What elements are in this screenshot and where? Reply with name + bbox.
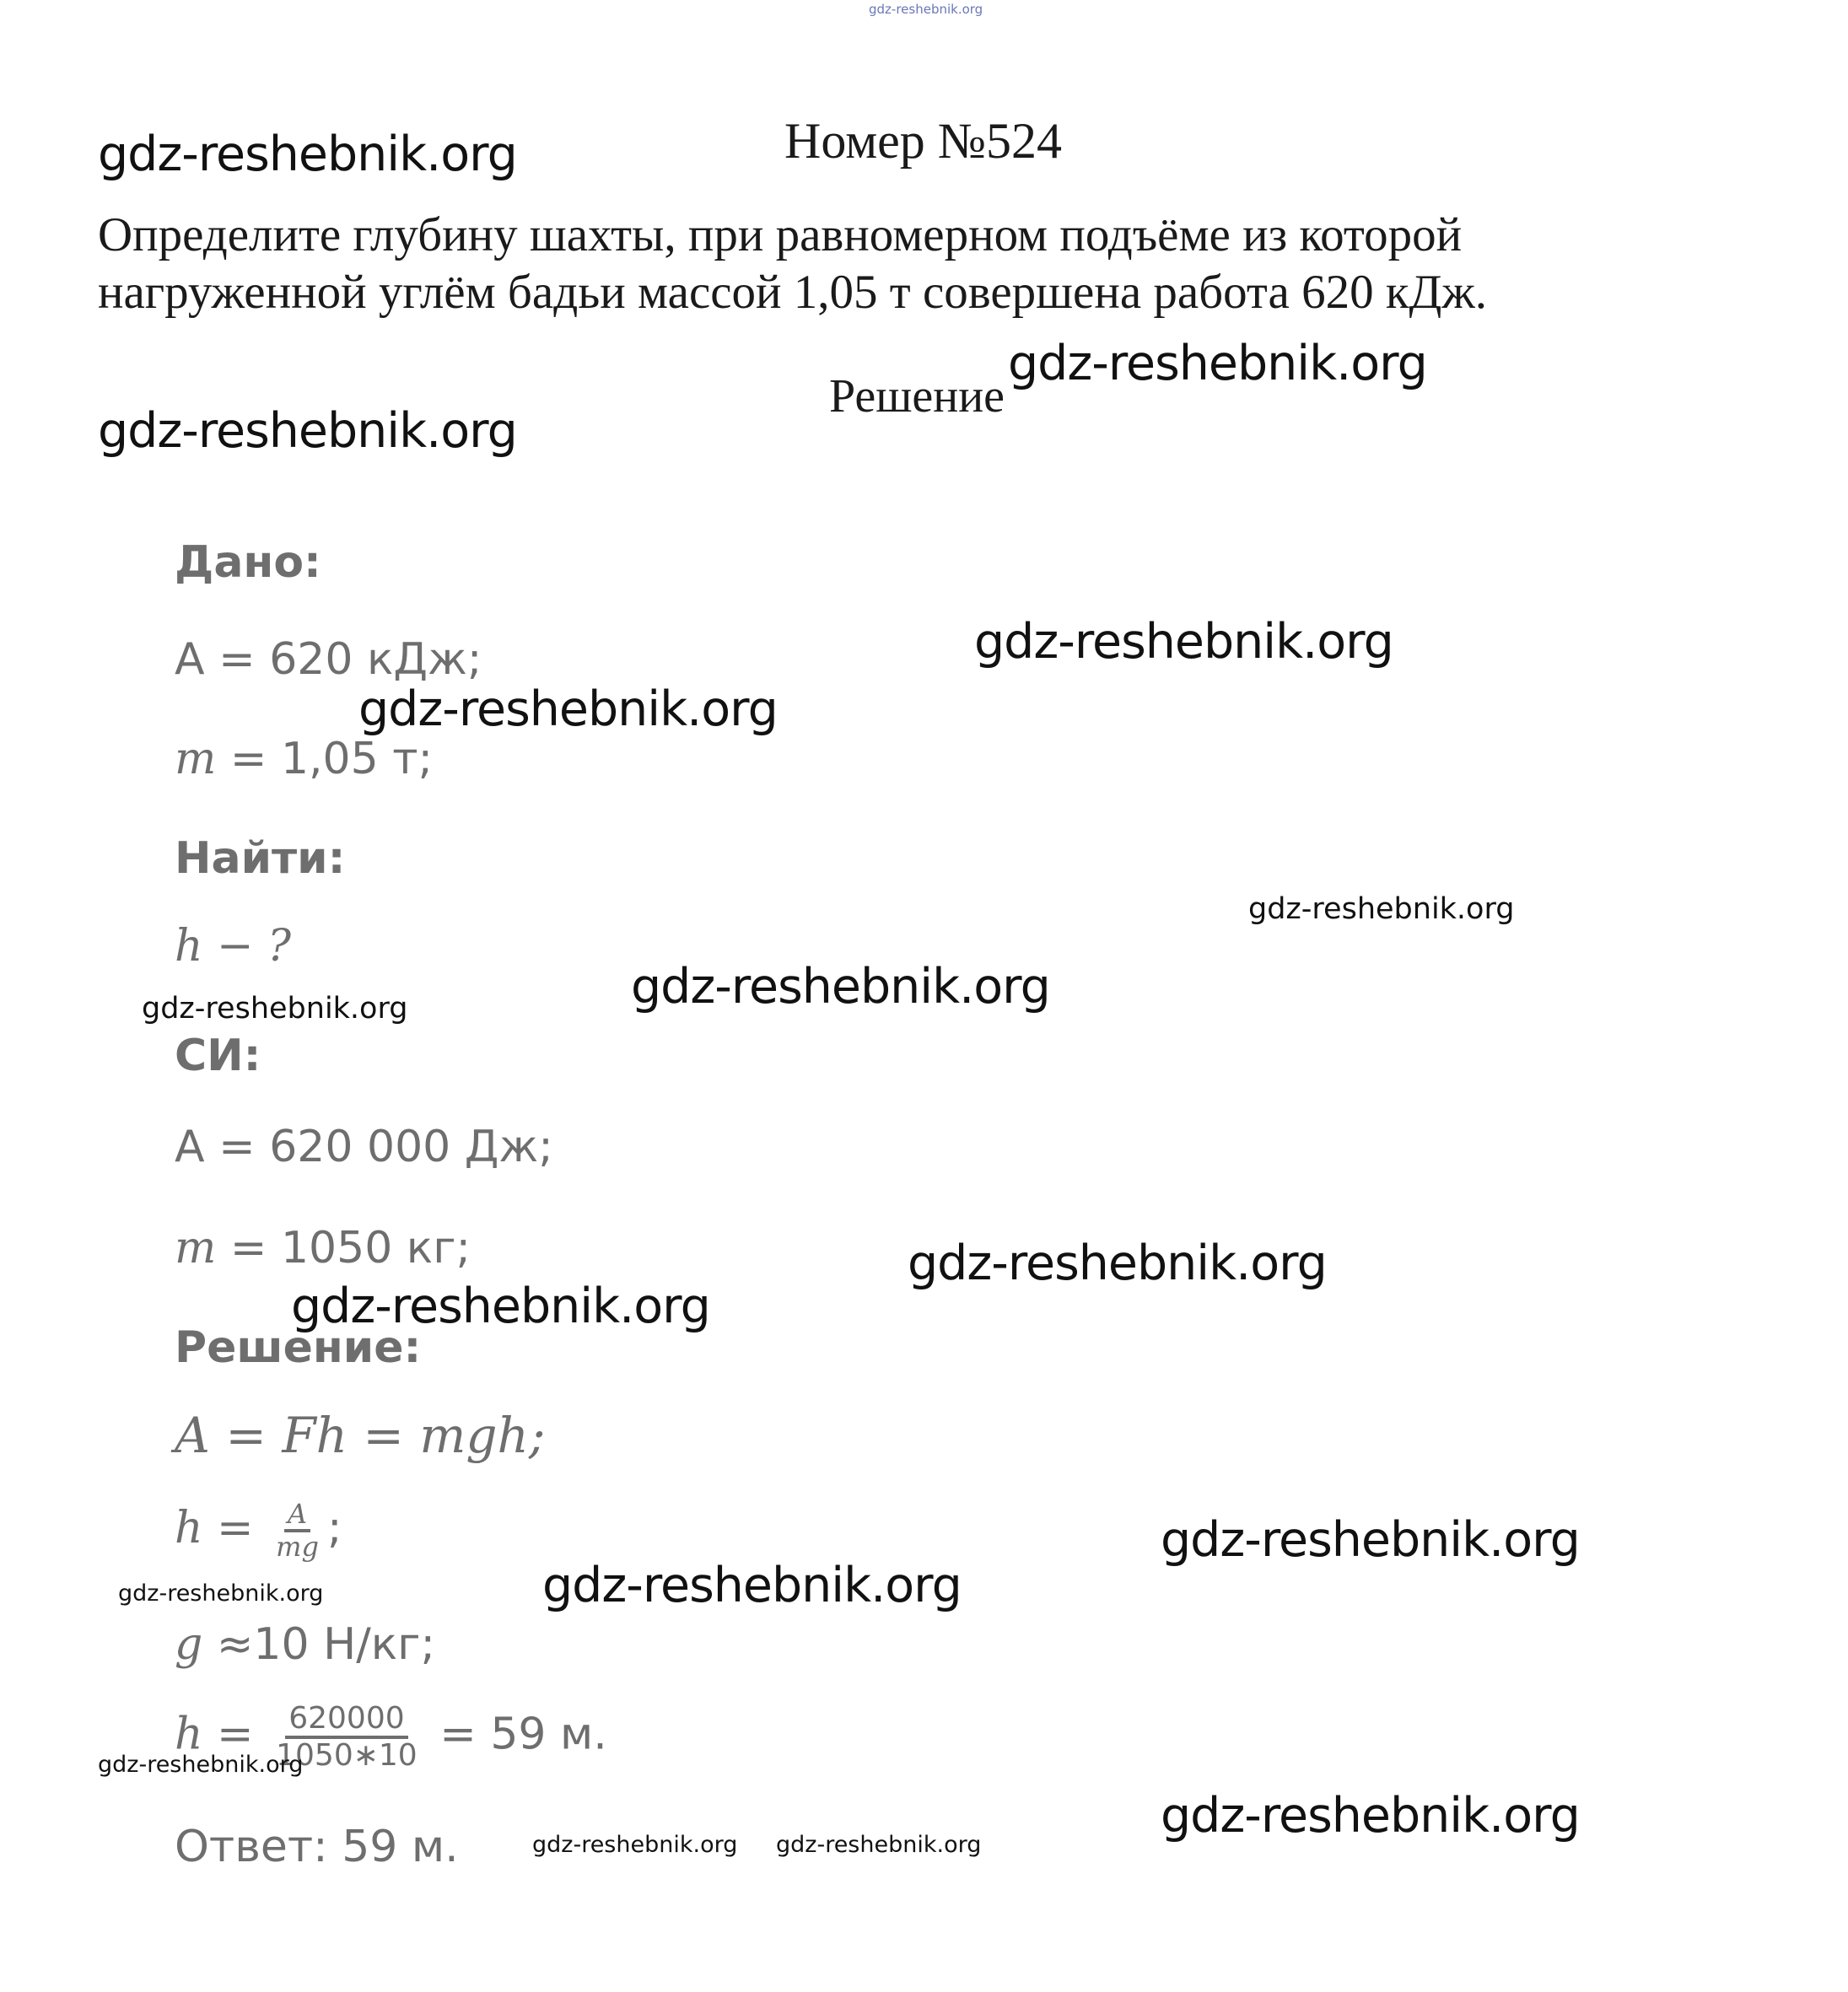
watermark: gdz-reshebnik.org [98, 403, 517, 459]
watermark: gdz-reshebnik.org [542, 1558, 962, 1613]
watermark: gdz-reshebnik.org [98, 127, 517, 182]
answer: Ответ: 59 м. [175, 1822, 459, 1872]
find-depth: h − ? [175, 921, 291, 972]
watermark: gdz-reshebnik.org [776, 1832, 982, 1858]
formula-depth: h = $\frac{A}{mg}$ ; [175, 1498, 342, 1564]
watermark: gdz-reshebnik.org [98, 1752, 304, 1778]
solution-heading: Решение [829, 370, 1005, 423]
watermark: gdz-reshebnik.org [1248, 892, 1515, 926]
watermark: gdz-reshebnik.org [1161, 1512, 1580, 1568]
formula-result-denominator: 1050∗10 [276, 1737, 418, 1773]
formula-result: h = $\frac{620000}{1050∗10}$ = 59 м. [175, 1701, 607, 1773]
problem-line-1: Определите глубину шахты, при равномерном подъёме из которой [98, 208, 1463, 261]
si-mass: m = 1050 кг; [175, 1223, 471, 1273]
watermark: gdz-reshebnik.org [291, 1279, 710, 1334]
problem-line-2: нагруженной углём бадьи массой 1,05 т совершена работа 620 кДж. [98, 266, 1488, 319]
formula-depth-numerator: A [284, 1499, 310, 1532]
watermark: gdz-reshebnik.org [142, 992, 408, 1026]
find-label: Найти: [175, 833, 346, 884]
formula-result-numerator: 620000 [285, 1702, 407, 1739]
watermark: gdz-reshebnik.org [358, 681, 778, 737]
si-work: A = 620 000 Дж; [175, 1122, 553, 1172]
watermark: gdz-reshebnik.org [631, 959, 1050, 1015]
formula-depth-denominator: mg [276, 1531, 319, 1564]
watermark: gdz-reshebnik.org [908, 1236, 1327, 1291]
watermark: gdz-reshebnik.org [974, 614, 1393, 670]
watermark: gdz-reshebnik.org [118, 1580, 324, 1607]
gravity-value: g ≈10 Н/кг; [175, 1619, 435, 1670]
watermark: gdz-reshebnik.org [1161, 1788, 1580, 1844]
given-mass: m = 1,05 т; [175, 734, 434, 784]
watermark: gdz-reshebnik.org [532, 1832, 738, 1858]
si-label: СИ: [175, 1031, 261, 1081]
watermark-top: gdz-reshebnik.org [869, 2, 983, 17]
formula-work: A = Fh = mgh; [175, 1407, 546, 1464]
given-work: A = 620 кДж; [175, 634, 482, 685]
solution-label: Решение: [175, 1322, 422, 1373]
page-title: Номер №524 [784, 113, 1063, 169]
given-label: Дано: [175, 537, 321, 588]
watermark: gdz-reshebnik.org [1008, 336, 1427, 391]
